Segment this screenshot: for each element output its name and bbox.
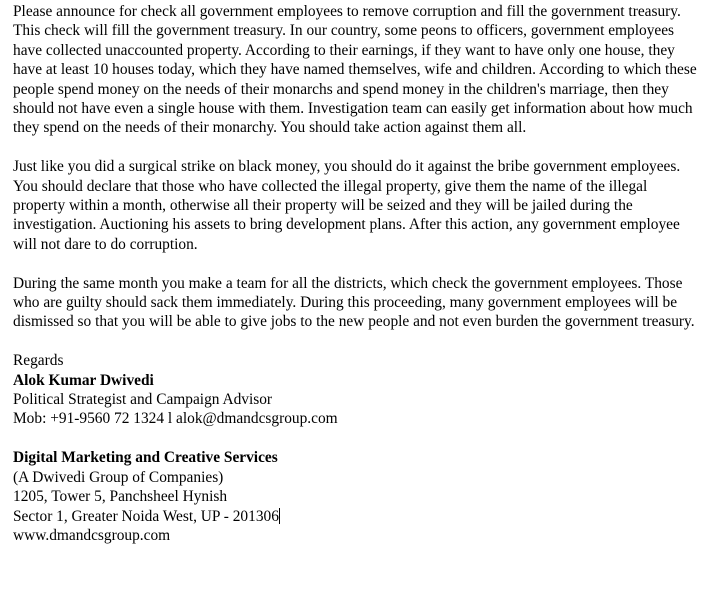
company-address-line2: Sector 1, Greater Noida West, UP - 201306 [13, 507, 279, 525]
company-name: Digital Marketing and Creative Services [13, 449, 278, 467]
closing: Regards [13, 352, 64, 370]
sender-contact: Mob: +91-9560 72 1324 l alok@dmandcsgroup.com [13, 410, 338, 428]
email-body[interactable] [13, 2, 701, 545]
sender-title: Political Strategist and Campaign Advisor [13, 391, 273, 409]
text-cursor [279, 508, 280, 524]
paragraph-2: Just like you did a surgical strike on black money, you should do it against the bribe government employees. You should declare that those who have collected the illegal property, give them the name of the illegal property within a month, otherwise all their property will be seized and they will be jailed during the investigation. Auctioning his assets to bring development plans. After this action, any government employee will not dare to do corruption. [13, 158, 681, 253]
company-website[interactable]: www.dmandcsgroup.com [13, 526, 171, 544]
signature-block [13, 351, 701, 429]
company-group: (A Dwivedi Group of Companies) [13, 468, 224, 486]
company-address-line1: 1205, Tower 5, Panchsheel Hynish [13, 488, 228, 506]
company-block [13, 448, 701, 545]
paragraph-3: During the same month you make a team for all the districts, which check the government employees. Those who are guilty should sack them immediately. During this proceeding, many government employees will be dismissed so that you will be able to give jobs to the new people and not even burden the government treasury. [13, 274, 695, 331]
sender-name: Alok Kumar Dwivedi [13, 371, 154, 389]
paragraph-1: Please announce for check all government employees to remove corruption and fill the government treasury. This check will fill the government treasury. In our country, some peons to officers, government employees have collected unaccounted property. According to their earnings, if they want to have only one house, they have at least 10 houses today, which they have named themselves, wife and children. According to which these people spend money on the needs of their monarchs and spend money in the children's marriage, then they should not have even a single house with them. Investigation team can easily get information about how much they spend on the needs of their monarchy. You should take action against them all. [13, 3, 697, 137]
company-address-line2-row [13, 507, 701, 526]
